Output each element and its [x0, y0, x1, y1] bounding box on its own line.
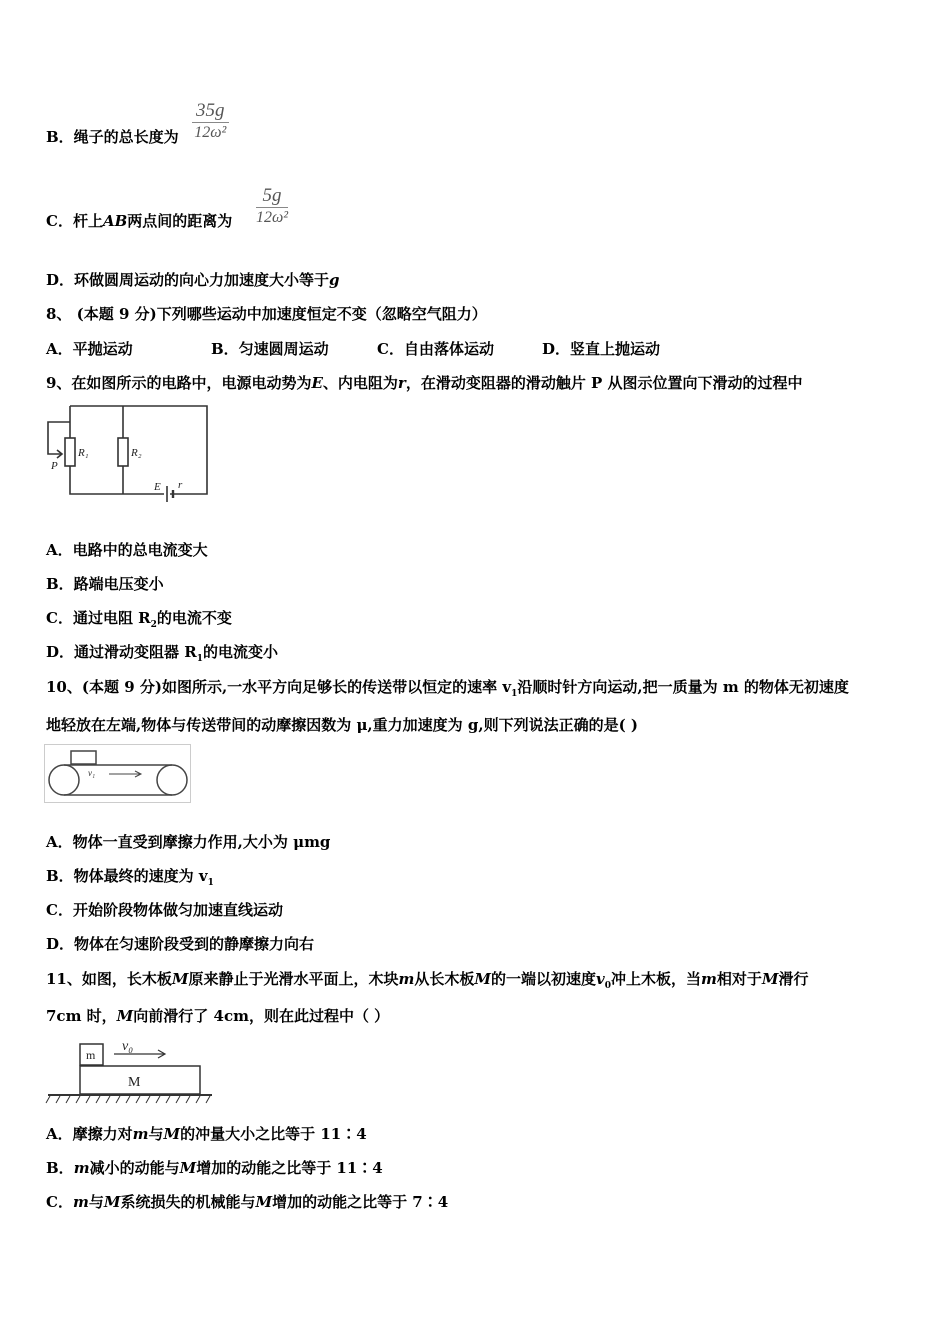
- q8-option-d: D．竖直上抛运动: [542, 340, 661, 358]
- q9-circuit-diagram: [40, 398, 215, 503]
- q8-option-b: B．匀速圆周运动: [211, 340, 329, 358]
- q11-option-a: A．摩擦力对m与M的冲量大小之比等于 11∶4: [46, 1125, 367, 1143]
- left-roller: [49, 765, 79, 795]
- q9-option-c: C．通过电阻 $R_2$的电流不变: [46, 609, 232, 630]
- q10-conveyor-diagram: [44, 744, 192, 804]
- q7-option-c: C．杆上AB两点间的距离为: [46, 212, 233, 230]
- block: [71, 751, 96, 764]
- q11-stem-line-1: 11、如图，长木板M原来静止于光滑水平面上，木块m从长木板M的一端以初速度$v_0$冲上木板，当m相对于M滑行: [46, 970, 809, 991]
- q10-option-b: B．物体最终的速度为 $v_1$: [46, 867, 214, 888]
- q9-stem: 9、在如图所示的电路中，电源电动势为E、内电阻为r，在滑动变阻器的滑动触片 P 从图示位置向下滑动的过程中: [46, 374, 803, 392]
- label-v0: v₀: [122, 1039, 134, 1054]
- q11-board-diagram: [44, 1036, 214, 1108]
- fraction-numerator: 5g: [262, 185, 282, 206]
- q11-option-c: C．m与M系统损失的机械能与M增加的动能之比等于 7∶4: [46, 1193, 449, 1211]
- ground-hatching: [46, 1096, 210, 1103]
- fraction-denominator: 12ω²: [256, 209, 289, 226]
- q7-option-d: D．环做圆周运动的向心力加速度大小等于g: [46, 271, 340, 289]
- q8-option-c: C．自由落体运动: [377, 340, 494, 358]
- label-r2: R₂: [131, 447, 142, 459]
- q10-stem-line-1: 10、(本题 9 分)如图所示,一水平方向足够长的传送带以恒定的速率 $v_1$沿顺时针方向运动,把一质量为 m 的物体无初速度: [46, 678, 849, 699]
- resistor-r2: [118, 438, 128, 466]
- q9-option-a: A．电路中的总电流变大: [46, 541, 208, 559]
- label-r: r: [178, 479, 183, 491]
- q11-option-b: B．m减小的动能与M增加的动能之比等于 11∶4: [46, 1159, 383, 1177]
- q8-stem: 8、 (本题 9 分)下列哪些运动中加速度恒定不变（忽略空气阻力）: [46, 305, 487, 323]
- q9-option-d: D．通过滑动变阻器 $R_1$的电流变小: [46, 643, 278, 664]
- q8-option-a: A．平抛运动: [46, 340, 133, 358]
- right-roller: [157, 765, 187, 795]
- q10-option-c: C．开始阶段物体做匀加速直线运动: [46, 901, 283, 919]
- q7-option-b: B．绳子的总长度为: [46, 128, 179, 146]
- q7-option-b-fraction: [192, 100, 229, 143]
- label-v1: v₁: [88, 768, 96, 778]
- q11-stem-line-2: 7cm 时，M向前滑行了 4cm，则在此过程中（ ）: [46, 1007, 390, 1025]
- label-r1: R₁: [78, 447, 89, 459]
- fraction-numerator: 35g: [196, 100, 225, 121]
- q9-option-b: B．路端电压变小: [46, 575, 164, 593]
- resistor-r1: [65, 438, 75, 466]
- q10-stem-line-2: 地轻放在左端,物体与传送带间的动摩擦因数为 μ,重力加速度为 g,则下列说法正确的是( ): [46, 716, 638, 734]
- q10-option-a: A．物体一直受到摩擦力作用,大小为 μmg: [46, 833, 331, 851]
- q7-option-c-fraction: [256, 185, 288, 228]
- q10-option-d: D．物体在匀速阶段受到的静摩擦力向右: [46, 935, 315, 953]
- label-p: P: [51, 460, 58, 472]
- fraction-denominator: 12ω²: [194, 124, 227, 141]
- label-M: M: [128, 1075, 141, 1090]
- label-m: m: [86, 1048, 96, 1062]
- label-e: E: [154, 481, 161, 493]
